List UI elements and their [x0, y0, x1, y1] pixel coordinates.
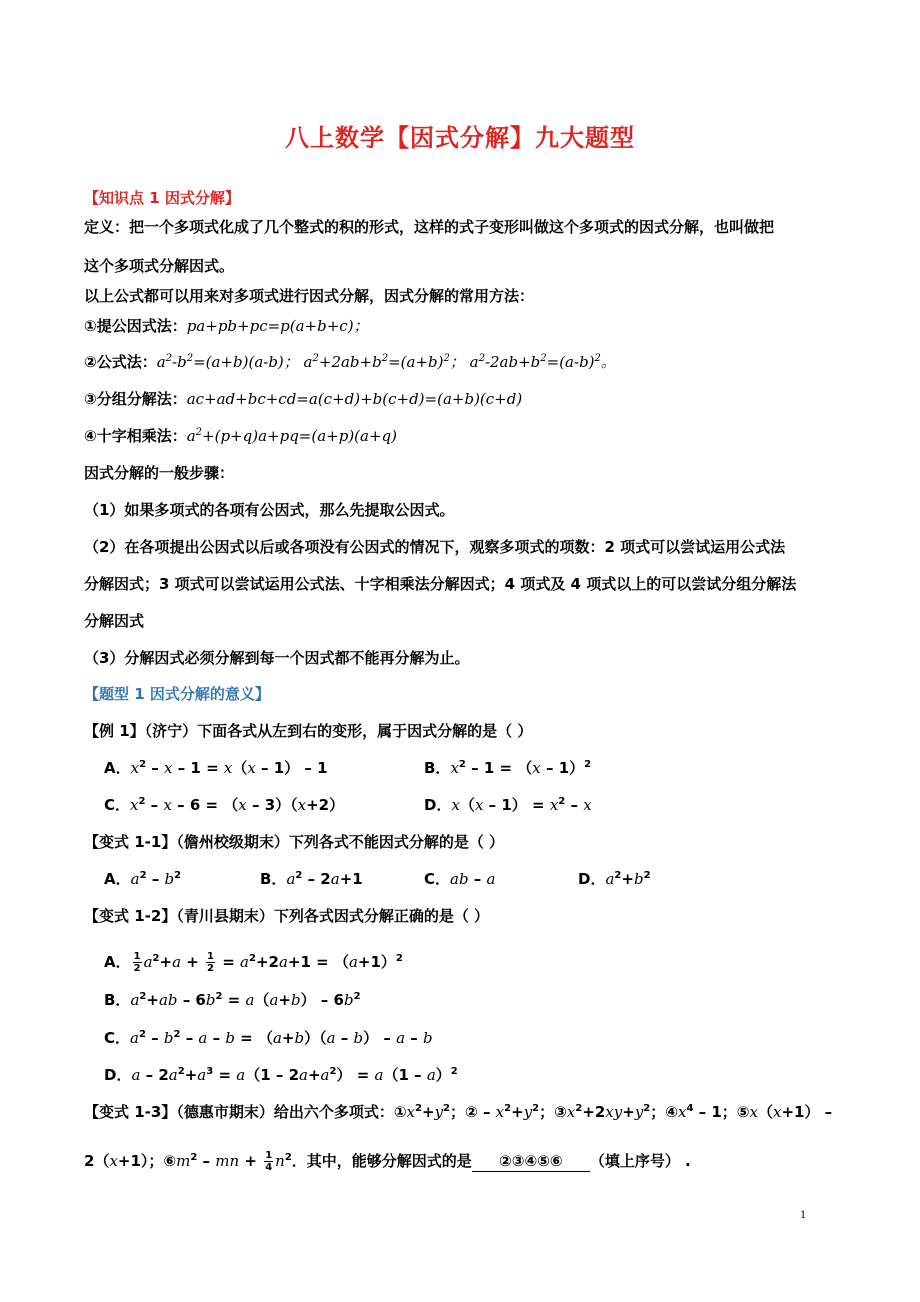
definition-line-1: 定义：把一个多项式化成了几个整式的积的形式，这样的式子变形叫做这个多项式的因式分解，也叫做把 — [84, 218, 775, 236]
variant-1-2-option-b: B．$a^2+ab - 6b^2 = a(a+b) - 6b^2$ — [104, 991, 361, 1009]
example-1-option-a: A．$x^2 - x - 1 = x(x - 1) - 1$ — [104, 759, 328, 777]
variant-1-2 — [84, 906, 489, 926]
variant-1-3-poly-6: 2（x+1）；$⑥m^2$ – mn + $\frac{1}{4}$ $n^2$．其中，能够分解因式的是 — [84, 1150, 472, 1173]
method-4 — [84, 426, 397, 446]
steps-title: 因式分解的一般步骤： — [84, 464, 235, 482]
variant-1-1-option-d: D．$a^2+b^2$ — [578, 870, 651, 888]
variant-1-2-label: 【变式 1-2】 — [84, 907, 177, 925]
example-1 — [84, 721, 532, 741]
variant-1-3-stem: （德惠市期末）给出六个多项式： — [176, 1103, 394, 1121]
method-1-formula: pa+pb+pc=p(a+b+c)； — [186, 317, 369, 335]
variant-1-1-option-a: A．$a^2 - b^2$ — [104, 870, 182, 888]
variant-1-1-option-c: C．ab – a — [424, 870, 496, 888]
method-3-formula: ac+ad+bc+cd=a(c+d)+b(c+d)=(a+b)(c+d) — [186, 390, 523, 408]
variant-1-3-tail: （填上序号） . — [589, 1152, 691, 1170]
example-1-stem: （济宁）下面各式从左到右的变形，属于因式分解的是（ ） — [144, 722, 533, 740]
variant-1-1-stem: （儋州校级期末）下列各式不能因式分解的是（ ） — [176, 833, 505, 851]
knowledge-heading: 【知识点 1 因式分解】 — [84, 189, 240, 207]
method-1 — [84, 316, 369, 336]
variant-1-3-answer-blank[interactable]: ②③④⑤⑥ — [472, 1151, 590, 1172]
variant-1-1 — [84, 832, 504, 852]
variant-1-3-line-1 — [84, 1102, 832, 1122]
example-1-option-b: B．$x^2 - 1 = (x - 1)^2$ — [424, 759, 592, 777]
method-2-formula: $a^2-b^2=(a+b)(a-b)$； $a^2+2ab+b^2=(a+b)^2$； $a^2-2ab+b^2=(a-b)^2$。 — [156, 353, 616, 371]
step-3: （3）分解因式必须分解到每一个因式都不能再分解为止。 — [84, 649, 470, 667]
step-2-line-2: 分解因式；3 项式可以尝试运用公式法、十字相乘法分解因式；4 项式及 4 项式以上的可以尝试分组分解法 — [84, 575, 797, 593]
example-1-option-d: D．$x(x - 1) = x^2 - x$ — [424, 796, 592, 814]
variant-1-2-stem: （青川县期末）下列各式因式分解正确的是（ ） — [176, 907, 490, 925]
variant-1-1-label: 【变式 1-1】 — [84, 833, 177, 851]
method-1-label: ①提公因式法： — [84, 317, 187, 335]
definition-line-2: 这个多项式分解因式。 — [84, 257, 235, 275]
variant-1-2-option-d: D．$a - 2a^2+a^3 = a(1 - 2a+a^2) = a(1 - a)^2$ — [104, 1066, 458, 1084]
example-1-label: 【例 1】 — [84, 722, 145, 740]
type-1-heading: 【题型 1 因式分解的意义】 — [84, 685, 270, 703]
step-2-line-1: （2）在各项提出公因式以后或各项没有公因式的情况下，观察多项式的项数：2 项式可以尝试运用公式法 — [84, 538, 786, 556]
variant-1-3-label: 【变式 1-3】 — [84, 1103, 177, 1121]
method-3-label: ③分组分解法： — [84, 390, 187, 408]
method-3 — [84, 389, 522, 409]
step-1: （1）如果多项式的各项有公因式，那么先提取公因式。 — [84, 501, 455, 519]
page-number: 1 — [800, 1207, 806, 1221]
page-title: 八上数学【因式分解】九大题型 — [285, 124, 635, 152]
example-1-option-c: C．$x^2 - x - 6 = (x - 3)(x+2)$ — [104, 796, 345, 814]
method-4-formula: $a^2+(p+q)a+pq=(a+p)(a+q)$ — [186, 427, 397, 445]
variant-1-2-option-a: A． $\frac{1}{2}$ $a^2+a$ + $\frac{1}{2}$ = $a^2+2a+1 = (a+1)^2$ — [104, 951, 403, 974]
step-2-line-3: 分解因式 — [84, 612, 145, 630]
methods-intro: 以上公式都可以用来对多项式进行因式分解，因式分解的常用方法： — [84, 287, 535, 305]
method-4-label: ④十字相乘法： — [84, 427, 187, 445]
variant-1-1-option-b: B．$a^2 - 2a+1$ — [260, 870, 363, 888]
method-2-label: ②公式法： — [84, 353, 157, 371]
variant-1-3-polys: $①x^2+y^2$；② – $x^2+y^2$；$③x^2+2xy+y^2$；$④x^4 - 1$；⑤x（x+1） – — [393, 1103, 833, 1121]
variant-1-2-option-c: C．$a^2 - b^2 - a - b = (a+b)(a - b) - a - b$ — [104, 1029, 433, 1047]
method-2 — [84, 352, 616, 372]
variant-1-3-line-2 — [84, 1150, 691, 1173]
